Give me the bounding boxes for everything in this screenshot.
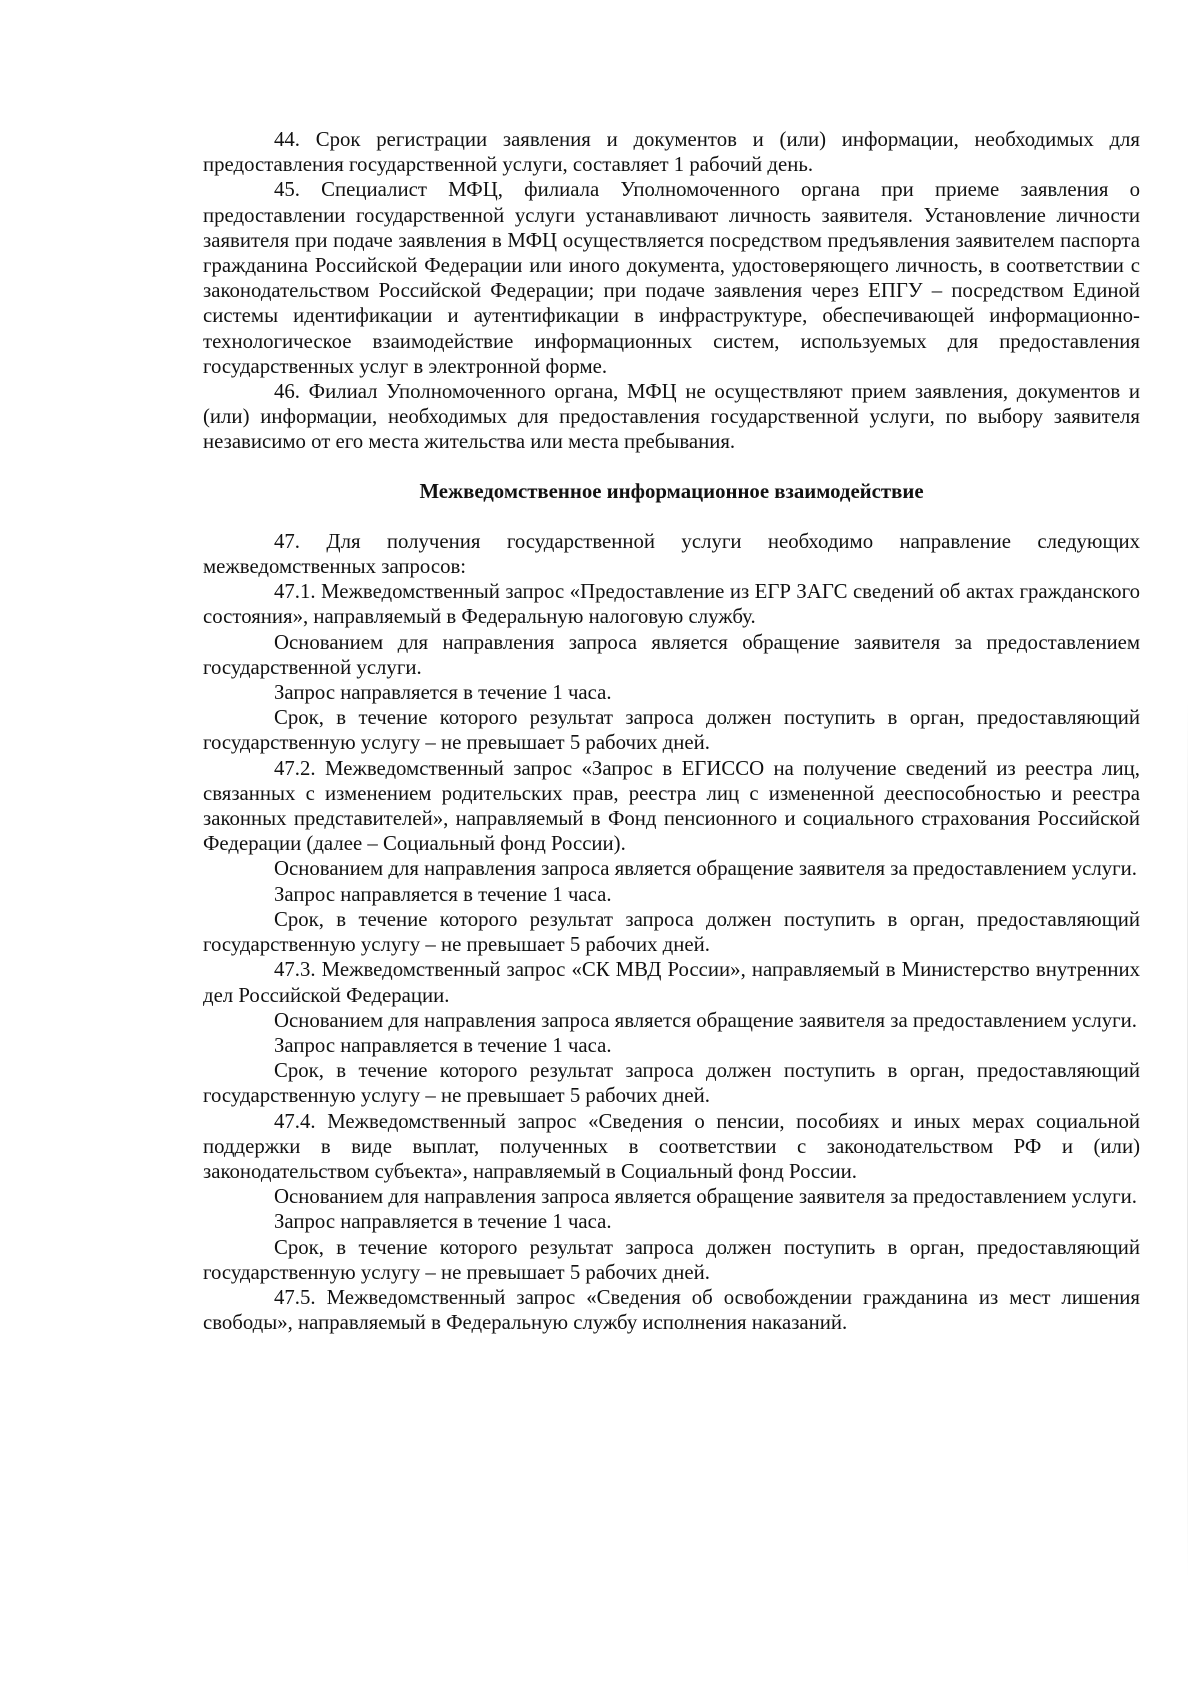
- paragraph-47-1: 47.1. Межведомственный запрос «Предоставление из ЕГР ЗАГС сведений об актах гражданского состояния», направляемый в Федеральную налоговую службу.: [203, 580, 1140, 629]
- paragraph-47-1-timing: Запрос направляется в течение 1 часа.: [274, 681, 612, 705]
- paragraph-47-4: 47.4. Межведомственный запрос «Сведения о пенсии, пособиях и иных мерах социальной поддержки в виде выплат, полученных в соответствии с законодательством РФ и (или) законодательством субъекта», направляемый в Социальный фонд России.: [203, 1109, 1140, 1183]
- paragraph-45: 45. Специалист МФЦ, филиала Уполномоченного органа при приеме заявления о предоставлении государственной услуги устанавливают личность заявителя. Установление личности заявителя при подаче заявления в МФЦ осуществляется посредством предъявления заявителем паспорта гражданина Российской Федерации или иного документа, удостоверяющего личность, в соответствии с законодательством Российской Федерации; при подаче заявления через ЕПГУ – посредством Единой системы идентификации и аутентификации в инфраструктуре, обеспечивающей информационно-технологическое взаимодействие информационных систем, используемых для предоставления государственных услуг в электронной форме.: [203, 178, 1140, 378]
- paragraph-47: 47. Для получения государственной услуги необходимо направление следующих межведомственных запросов:: [203, 529, 1140, 579]
- paragraph-44: 44. Срок регистрации заявления и документов и (или) информации, необходимых для предоставления государственной услуги, составляет 1 рабочий день.: [203, 128, 1140, 177]
- paragraph-47-3: 47.3. Межведомственный запрос «СК МВД России», направляемый в Министерство внутренних дел Российской Федерации.: [203, 958, 1140, 1007]
- paragraph-47-1-basis: Основанием для направления запроса является обращение заявителя за предоставлением государственной услуги.: [203, 630, 1140, 679]
- paragraph-47-2-timing: Запрос направляется в течение 1 часа.: [274, 882, 612, 906]
- paragraph-47-3-deadline: Срок, в течение которого результат запроса должен поступить в орган, предоставляющий государственную услугу – не превышает 5 рабочих дней.: [203, 1059, 1140, 1108]
- paragraph-47-4-deadline: Срок, в течение которого результат запроса должен поступить в орган, предоставляющий государственную услугу – не превышает 5 рабочих дней.: [203, 1235, 1140, 1284]
- paragraph-47-1-deadline: Срок, в течение которого результат запроса должен поступить в орган, предоставляющий государственную услугу – не превышает 5 рабочих дней.: [203, 706, 1140, 755]
- paragraph-46: 46. Филиал Уполномоченного органа, МФЦ не осуществляют прием заявления, документов и (или) информации, необходимых для предоставления государственной услуги, по выбору заявителя независимо от его места жительства или места пребывания.: [203, 380, 1140, 454]
- paragraph-47-3-basis: Основанием для направления запроса является обращение заявителя за предоставлением услуги.: [274, 1008, 1137, 1032]
- document-body: [203, 127, 1140, 1335]
- paragraph-47-4-timing: Запрос направляется в течение 1 часа.: [274, 1210, 612, 1234]
- section-heading: Межведомственное информационное взаимодействие: [419, 479, 924, 503]
- paragraph-47-2-basis: Основанием для направления запроса является обращение заявителя за предоставлением услуги.: [274, 857, 1137, 881]
- scan-artifact-line: [1187, 700, 1188, 1580]
- paragraph-47-3-timing: Запрос направляется в течение 1 часа.: [274, 1033, 612, 1057]
- paragraph-47-5: 47.5. Межведомственный запрос «Сведения об освобождении гражданина из мест лишения свободы», направляемый в Федеральную службу исполнения наказаний.: [203, 1285, 1140, 1335]
- paragraph-47-4-basis: Основанием для направления запроса является обращение заявителя за предоставлением услуги.: [274, 1185, 1137, 1209]
- paragraph-47-2: 47.2. Межведомственный запрос «Запрос в ЕГИССО на получение сведений из реестра лиц, связанных с изменением родительских прав, реестра лиц с измененной дееспособностью и реестра законных представителей», направляемый в Фонд пенсионного и социального страхования Российской Федерации (далее – Социальный фонд России).: [203, 756, 1140, 856]
- paragraph-47-2-deadline: Срок, в течение которого результат запроса должен поступить в орган, предоставляющий государственную услугу – не превышает 5 рабочих дней.: [203, 907, 1140, 957]
